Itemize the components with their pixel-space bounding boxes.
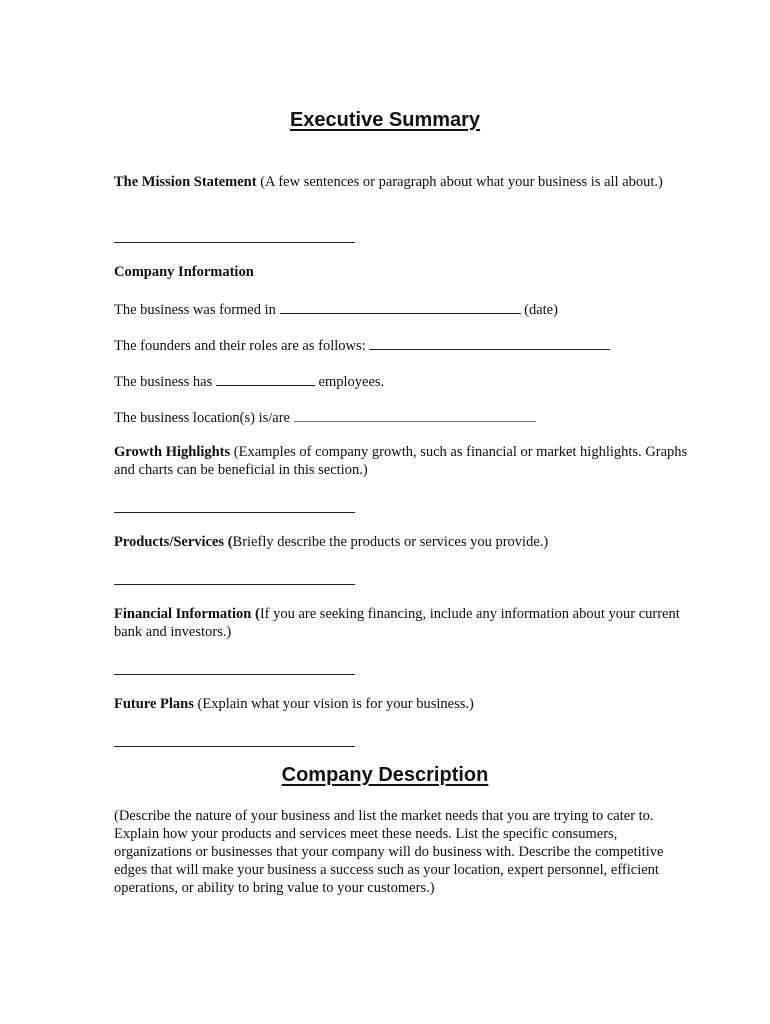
formed-date-sentence <box>114 299 689 319</box>
company-description-paragraph: (Describe the nature of your business and list the market needs that you are trying to cater to. Explain how your products and services meet these needs. List the specific consumers, organizations or businesses that your company will do business with. Describe the competitive edges that will make your business a success such as your location, expert personnel, efficient operations, or ability to bring value to your customers.) <box>114 808 664 896</box>
employees-blank[interactable] <box>216 371 315 386</box>
growth-answer-line[interactable] <box>114 512 355 513</box>
employees-sentence <box>114 371 689 391</box>
formed-prefix: The business was formed in <box>114 302 280 318</box>
company-description-heading: Company Description <box>281 764 489 786</box>
financial-answer-line[interactable] <box>114 674 355 675</box>
products-services-label: Products/Services ( <box>114 534 233 550</box>
financial-information-label: Financial Information ( <box>114 606 260 622</box>
founders-prefix: The founders and their roles are as follows: <box>114 338 370 354</box>
products-answer-line[interactable] <box>114 584 355 585</box>
future-plans-label: Future Plans <box>114 696 194 712</box>
products-services-text: Briefly describe the products or services you provide.) <box>232 534 549 550</box>
executive-summary-heading: Executive Summary <box>289 109 481 131</box>
products-services-paragraph <box>114 533 689 551</box>
future-plans-paragraph <box>114 695 689 713</box>
founders-blank[interactable] <box>369 335 610 350</box>
location-sentence <box>114 407 689 427</box>
future-plans-text: (Explain what your vision is for your business.) <box>193 696 474 712</box>
mission-statement-label: The Mission Statement <box>114 174 257 190</box>
mission-statement-text: (A few sentences or paragraph about what your business is all about.) <box>256 174 663 190</box>
formed-suffix: (date) <box>520 302 558 318</box>
employees-prefix: The business has <box>114 374 216 390</box>
location-prefix: The business location(s) is/are <box>114 410 294 426</box>
founders-sentence <box>114 335 689 355</box>
financial-information-paragraph <box>114 605 689 641</box>
company-information-heading <box>114 263 689 281</box>
employees-suffix: employees. <box>314 374 385 390</box>
growth-highlights-paragraph <box>114 443 689 479</box>
future-answer-line[interactable] <box>114 746 355 747</box>
company-information-label: Company Information <box>114 264 254 280</box>
location-blank[interactable] <box>294 407 536 422</box>
formed-date-blank[interactable] <box>280 299 521 314</box>
growth-highlights-label: Growth Highlights <box>114 444 231 460</box>
financial-information-text: If you are seeking financing, include any information about your current bank and investors.) <box>114 606 680 640</box>
mission-statement-paragraph <box>114 173 689 191</box>
growth-highlights-text: (Examples of company growth, such as financial or market highlights. Graphs and charts can be beneficial in this section.) <box>114 444 688 478</box>
mission-answer-line[interactable] <box>114 242 355 243</box>
